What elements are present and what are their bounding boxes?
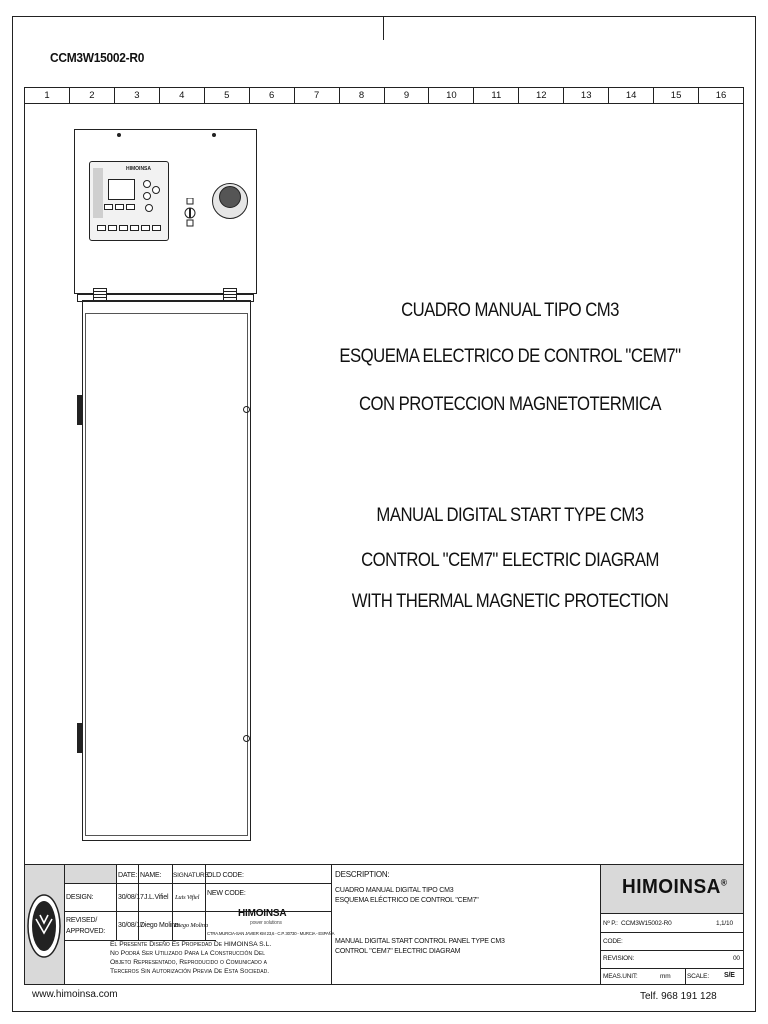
- controller-key: [119, 225, 128, 231]
- emergency-stop-button-icon: [219, 186, 241, 208]
- company-logo-text: HIMOINSA: [238, 908, 287, 919]
- key-switch-icon: [184, 198, 196, 228]
- description-es-line-2: ESQUEMA ELÉCTRICO DE CONTROL "CEM7": [335, 897, 479, 904]
- controller-key: [115, 204, 124, 210]
- scale-value: S/E: [724, 972, 735, 979]
- controller-key: [126, 204, 135, 210]
- hinge-icon: [77, 723, 82, 753]
- door-lock-icon: [243, 406, 250, 413]
- column-number: 4: [160, 88, 205, 103]
- controller-key: [130, 225, 139, 231]
- revised-date: 30/08/17: [118, 922, 144, 929]
- legal-line: No Podrá Ser Utilizado Para La Construcción Del: [110, 950, 265, 957]
- description-label: DESCRIPTION:: [335, 870, 390, 879]
- date-column-label: DATE:: [118, 872, 138, 879]
- column-number: 11: [474, 88, 519, 103]
- door-lock-icon: [243, 735, 250, 742]
- scale-label: SCALE:: [687, 973, 709, 980]
- top-center-mark: [383, 16, 384, 40]
- np-pages: 1,1/10: [716, 920, 733, 927]
- company-tagline: power solutions: [250, 920, 282, 926]
- np-label: Nº P.:: [603, 920, 618, 927]
- legal-line: Objeto Representado, Reproducido o Comunicado a: [110, 959, 268, 966]
- title-es-line-3: CON PROTECCION MAGNETOTERMICA: [358, 394, 662, 415]
- column-number: 5: [205, 88, 250, 103]
- arrow-down-icon: [143, 192, 151, 200]
- revised-name: Diego Molina: [140, 922, 179, 929]
- hinge-icon: [77, 395, 82, 425]
- revision-value: 00: [733, 955, 740, 962]
- legal-line: Terceros Sin Autorización Previa De Esta Sociedad.: [110, 968, 270, 975]
- legal-notice: [110, 940, 271, 976]
- revised-signature: Diego Molina: [174, 922, 208, 929]
- revision-label: REVISION:: [603, 955, 635, 962]
- column-number: 8: [340, 88, 385, 103]
- column-number: 6: [250, 88, 295, 103]
- title-es-line-1: CUADRO MANUAL TIPO CM3: [401, 300, 619, 321]
- column-number: 1: [25, 88, 70, 103]
- description-es-line-1: CUADRO MANUAL DIGITAL TIPO CM3: [335, 887, 454, 894]
- arrow-right-icon: [152, 186, 160, 194]
- column-number: 3: [115, 88, 160, 103]
- brand-logo: [622, 876, 728, 899]
- signature-column-label: SIGNATURE:: [173, 872, 211, 879]
- new-code-label: NEW CODE:: [207, 890, 246, 897]
- company-address: CTRA.MURCIA-SAN JAVIER KM 23,6 - C.P. 30730 - MURCIA - ESPAÑA: [207, 931, 335, 936]
- brand-logo-text: HIMOINSA: [622, 876, 721, 898]
- old-code-label: OLD CODE:: [207, 872, 244, 879]
- column-ruler: [24, 87, 744, 104]
- design-label: DESIGN:: [66, 894, 94, 901]
- column-number: 7: [295, 88, 340, 103]
- approved-label: APPROVED:: [66, 928, 106, 935]
- title-en-line-3: WITH THERMAL MAGNETIC PROTECTION: [351, 591, 669, 612]
- controller-brand: HIMOINSA: [126, 166, 151, 172]
- controller-side-label: [93, 168, 103, 218]
- title-en-line-1: MANUAL DIGITAL START TYPE CM3: [376, 505, 644, 526]
- cabinet-door-inner: [85, 313, 248, 836]
- column-number: 14: [609, 88, 654, 103]
- phone-number: Telf. 968 191 128: [640, 991, 717, 1002]
- confirm-key-icon: [145, 204, 153, 212]
- column-number: 15: [654, 88, 699, 103]
- title-es-line-2: ESQUEMA ELECTRICO DE CONTROL "CEM7": [339, 346, 681, 367]
- controller-key: [108, 225, 117, 231]
- drawing-number: CCM3W15002-R0: [50, 50, 145, 65]
- screw-icon: [212, 133, 216, 137]
- title-en-line-2: CONTROL "CEM7" ELECTRIC DIAGRAM: [361, 550, 659, 571]
- design-date: 30/08/17: [118, 894, 144, 901]
- screw-icon: [117, 133, 121, 137]
- header-shade: [64, 865, 116, 883]
- column-number: 10: [429, 88, 474, 103]
- code-label: CODE:: [603, 938, 623, 945]
- description-en-line-1: MANUAL DIGITAL START CONTROL PANEL TYPE CM3: [335, 938, 505, 945]
- design-name: J.L.Vifiel: [144, 894, 169, 901]
- column-number: 9: [385, 88, 430, 103]
- name-column-label: NAME:: [140, 872, 162, 879]
- controller-key: [104, 204, 113, 210]
- column-number: 12: [519, 88, 564, 103]
- controller-display: [108, 179, 135, 200]
- description-en-line-2: CONTROL "CEM7" ELECTRIC DIAGRAM: [335, 948, 461, 955]
- meas-unit-label: MEAS.UNIT:: [603, 973, 638, 980]
- arrow-up-icon: [143, 180, 151, 188]
- controller-key: [141, 225, 150, 231]
- column-number: 13: [564, 88, 609, 103]
- revised-label: REVISED/: [66, 917, 98, 924]
- meas-unit-value: mm: [660, 973, 671, 980]
- np-value: CCM3W15002-R0: [621, 920, 672, 927]
- column-number: 16: [715, 90, 727, 101]
- legal-line: El Presente Diseño Es Propiedad De HIMOINSA S.L.: [110, 941, 272, 948]
- column-number: 2: [70, 88, 115, 103]
- design-signature: Luis Vifiel: [175, 894, 200, 901]
- controller-key: [152, 225, 161, 231]
- controller-key: [97, 225, 106, 231]
- brand-mark: ®: [720, 877, 728, 888]
- himoinsa-emblem-icon: [27, 893, 61, 959]
- website-link[interactable]: www.himoinsa.com: [32, 989, 118, 1000]
